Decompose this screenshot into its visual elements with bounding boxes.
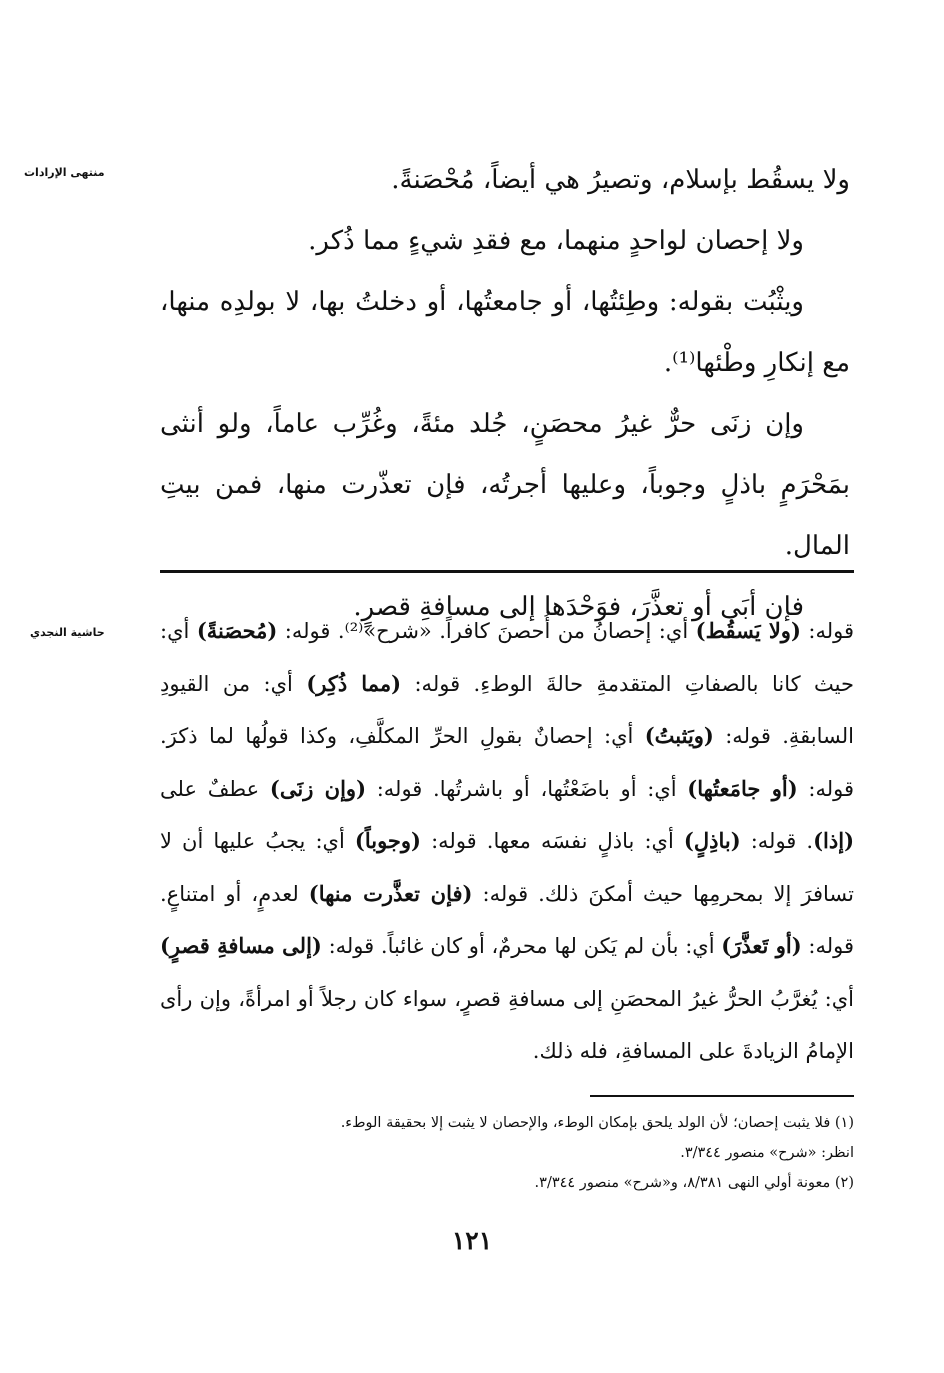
footnote-2: (٢) معونة أولي النهى ٨/٣٨١، و«شرح» منصور ٣/٣٤٤.: [534, 1175, 854, 1191]
hashiya-text: قوله:: [800, 619, 854, 643]
hashiya-text: أي: باذلٍ نفسَه معها. قوله:: [421, 829, 684, 853]
hashiya-text: لعدمٍ، أو امتناعٍ. قوله:: [160, 881, 854, 958]
hashiya-lemma: (باذِلٍ): [683, 828, 741, 853]
footnote-rule: [590, 1095, 854, 1097]
hashiya-text: أي: يُغرَّبُ الحرُّ غيرُ المحصَنِ إلى مسافةِ قصرٍ، سواء كان رجلاً أو امرأةً، وإن رأى الإمامُ الزيادةَ على المسافةِ، فله ذلك.: [160, 986, 854, 1063]
footnote-1: (١) فلا يثبت إحصان؛ لأن الولد يلحق بإمكان الوطء، والإحصان لا يثبت إلا بحقيقة الوطء.: [340, 1115, 854, 1131]
hashiya-lemma: (أو تَعذَّرَ): [721, 933, 802, 958]
page-number: ١٢١: [451, 1226, 493, 1255]
footnote-1-continued: انظر: «شرح» منصور ٣/٣٤٤.: [680, 1145, 854, 1161]
hashiya-lemma: (وجوباً): [354, 828, 421, 853]
hashiya-text: أي: أو باضَعْتُها، أو باشرتُها. قوله:: [366, 776, 688, 801]
hashiya-lemma: (ويَثبتُ): [644, 723, 714, 748]
hashiya-lemma: (أو جامَعتُها): [687, 775, 798, 801]
hashiya-lemma: (ولا يَسقُط): [695, 618, 801, 643]
hashiya-lemma: (وإن زنَى): [269, 775, 367, 801]
hashiya-lemma: (إلى مسافةِ قصرٍ): [160, 933, 322, 958]
footnotes: [160, 1108, 854, 1198]
hashiya-text: أي: بأن لم يَكن لها محرمٌ، أو كان غائباً. قوله:: [321, 934, 722, 958]
hashiya-text: أي: إحصانٌ بقولِ الحرِّ المكلَّفِ، وكذا قولُها لما ذكرَ. قوله:: [160, 724, 854, 801]
matn-paragraph: ولا إحصان لواحدٍ منهما، مع فقدِ شيءٍ مما ذُكر.: [308, 226, 804, 256]
matn-paragraph: ويثْبُت بقوله: وطِئتُها، أو جامعتُها، أو دخلتُ بها، لا بولدِه منها، مع إنكارِ وطْئها⁽¹⁾.: [160, 287, 850, 378]
matn-paragraph: وإن زنَى حرٌّ غيرُ محصَنٍ، جُلد مئةً، وغُرِّب عاماً، ولو أنثى بمَحْرَمٍ باذلٍ وجوباً، وعليها أجرتُه، فإن تعذّرت منها، فمن بيتِ المال.: [160, 409, 850, 561]
hashiya-lemma: (مُحصَنةً): [196, 618, 278, 643]
matn-paragraph: فإن أبَى أو تعذَّرَ، فوَحْدَها إلى مسافةِ قصرٍ.: [353, 592, 804, 622]
separator-rule: [160, 570, 854, 573]
side-label-hashiya: حاشية النجدي: [30, 626, 105, 639]
hashiya-lemma: (إذا): [813, 828, 855, 853]
matn-body: [160, 150, 850, 638]
hashiya-commentary: [160, 605, 854, 1078]
matn-line: ولا يسقُط بإسلام، وتصيرُ هي أيضاً، مُحْصَنةً.: [391, 165, 850, 195]
hashiya-text: عطفٌ على: [160, 776, 270, 801]
hashiya-text: أي: يجبُ عليها أن لا تسافرَ إلا بمحرمِها حيث أمكنَ ذلك. قوله:: [160, 829, 854, 906]
side-label-matn: منتهى الإرادات: [24, 166, 105, 179]
hashiya-lemma: (فإن تعذَّرت منها): [308, 880, 473, 906]
hashiya-lemma: (مما ذُكِر): [306, 670, 402, 696]
hashiya-text: أي: حيث كانا بالصفاتِ المتقدمةِ حالةَ الوطءِ. قوله:: [160, 619, 854, 696]
hashiya-text: أي: إحصانُ من أُحصنَ كافراً. «شرح»⁽²⁾. قوله:: [277, 619, 696, 643]
hashiya-text: أي: من القيودِ السابقةِ. قوله:: [160, 671, 854, 748]
hashiya-text: . قوله:: [740, 829, 814, 853]
